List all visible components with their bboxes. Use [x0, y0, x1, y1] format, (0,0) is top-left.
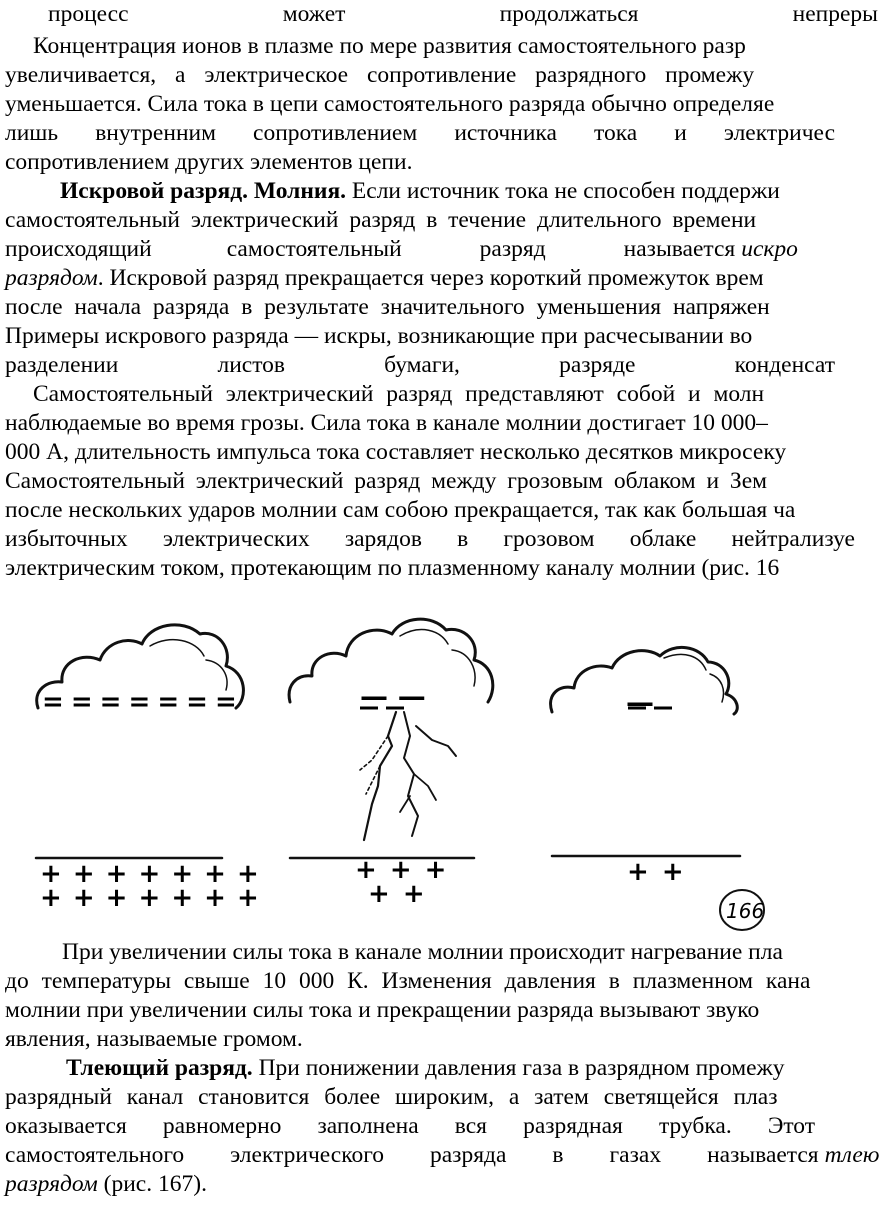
- word: равномерно: [162, 1113, 282, 1139]
- word: листов: [217, 352, 286, 378]
- lightning-bolt-main: [364, 712, 396, 840]
- term-glow-discharge: тлею: [824, 1142, 879, 1168]
- p4-line4: Самостоятельный электрический разряд между грозовым облаком и Зем: [5, 468, 768, 494]
- p5-line2: до температуры свыше 10 000 К. Изменения давления в плазменном кана: [5, 968, 811, 994]
- term-spark-discharge-cont: разрядом: [5, 265, 98, 291]
- word: разрядная: [523, 1113, 623, 1139]
- p4-line5: после нескольких ударов молнии сам собою прекращается, так как большая ча: [5, 497, 796, 523]
- cloud-2-inner-shade: [400, 630, 475, 686]
- p2-line2: увеличивается, а электрическое сопротивление разрядного промежу: [5, 62, 755, 88]
- ground-2-positive-row-2: + +: [368, 879, 427, 909]
- p2-line3: уменьшается. Сила тока в цепи самостоятельного разряда обычно определяе: [5, 91, 775, 117]
- word: зарядов: [344, 526, 422, 552]
- word: сопротивлением: [253, 120, 418, 146]
- word: газах: [609, 1142, 662, 1168]
- p6-line3: [5, 1112, 815, 1141]
- word: конденсат: [734, 352, 835, 378]
- p4-line6: [5, 525, 855, 554]
- word: тока: [593, 120, 638, 146]
- p3-line5: после начала разряда в результате значительного уменьшения напряжен: [5, 294, 770, 320]
- ground-2-positive-row-1: + + +: [355, 855, 449, 885]
- lightning-figure-svg: [0, 590, 816, 940]
- p3-line2: самостоятельный электрический разряд в течение длительного времени: [5, 207, 757, 233]
- lightning-bolt-branch-2: [416, 726, 456, 756]
- p3-line6: Примеры искрового разряда — искры, возникающие при расчесывании во: [5, 323, 753, 349]
- word: разряде: [559, 352, 636, 378]
- p2-line1: Концентрация ионов в плазме по мере развития самостоятельного разр: [33, 33, 746, 59]
- word: разделении: [5, 352, 119, 378]
- p5-line4: явления, называемые громом.: [5, 1026, 303, 1052]
- term-glow-discharge-cont: разрядом: [5, 1171, 98, 1197]
- p2-line5: сопротивлением других элементов цепи.: [5, 149, 413, 175]
- word: грозовом: [503, 526, 595, 552]
- word: самостоятельный: [226, 236, 402, 262]
- word: в: [552, 1142, 564, 1168]
- lightning-bolt-branch-1: [404, 712, 418, 836]
- p3-line3: [5, 235, 835, 264]
- p3-line1: [60, 177, 780, 206]
- term-spark-discharge: искро: [741, 236, 798, 262]
- section-heading-glow: Тлеющий разряд.: [66, 1055, 253, 1081]
- p3-line4: [5, 264, 764, 293]
- word: продолжаться: [499, 1, 639, 27]
- p6-line5-text: (рис. 167).: [97, 1171, 207, 1197]
- word: трубка.: [658, 1113, 732, 1139]
- p4-line3: 000 А, длительность импульса тока составляет несколько десятков микросеку: [5, 439, 787, 465]
- ground-1-positive-row-2: + + + + + + +: [40, 883, 260, 913]
- p2-line4: [5, 119, 835, 148]
- word: может: [282, 1, 346, 27]
- ground-1-positive-row-1: + + + + + + +: [40, 859, 260, 889]
- word: называется: [707, 1142, 819, 1168]
- p6-line1: [66, 1054, 785, 1083]
- cloud-2-negative-charges: — —: [360, 680, 426, 713]
- word: избыточных: [5, 526, 128, 552]
- word: электрических: [162, 526, 310, 552]
- cloud-3-negative-charges: —: [626, 686, 654, 719]
- p4-line7: электрическим током, протекающим по плазменному каналу молнии (рис. 16: [5, 555, 780, 581]
- word: процесс: [48, 1, 129, 27]
- p6-line1-text: При понижении давления газа в разрядном промежу: [252, 1055, 785, 1081]
- word: непреры: [792, 1, 878, 27]
- word: внутренним: [95, 120, 216, 146]
- word: электрического: [230, 1142, 384, 1168]
- figure-166-lightning-diagram: [0, 590, 816, 940]
- p3-line1-text: Если источник тока не способен поддержи: [346, 178, 780, 204]
- lightning-bolt-branch-3: [400, 774, 436, 812]
- p3-line7: [5, 351, 835, 380]
- cloud-1-inner-shade: [150, 640, 227, 690]
- p6-line4: [5, 1141, 879, 1170]
- cloud-1-negative-charges: = = = = = = =: [42, 687, 236, 717]
- word: Этот: [767, 1113, 815, 1139]
- p3-line4-text: . Искровой разряд прекращается через короткий промежуток врем: [97, 265, 764, 291]
- word: вся: [454, 1113, 487, 1139]
- word: разряд: [479, 236, 546, 262]
- word: лишь: [5, 120, 59, 146]
- word: самостоятельного: [5, 1142, 185, 1168]
- p5-line3: молнии при увеличении силы тока и прекращении разряда вызывают звуко: [5, 997, 760, 1023]
- word: нейтрализуе: [731, 526, 855, 552]
- p5-line1: При увеличении силы тока в канале молнии происходит нагревание пла: [62, 939, 783, 965]
- word: бумаги,: [384, 352, 460, 378]
- p6-line5: [5, 1170, 207, 1199]
- word: и: [674, 120, 687, 146]
- p4-line2: наблюдаемые во время грозы. Сила тока в канале молнии достигает 10 000–: [5, 410, 768, 436]
- p1-line1: [48, 0, 878, 29]
- word: происходящий: [5, 236, 152, 262]
- word: электричес: [723, 120, 835, 146]
- word: заполнена: [317, 1113, 419, 1139]
- lightning-bolt-branch-4: [360, 736, 388, 794]
- word: оказывается: [5, 1113, 127, 1139]
- p6-line2: разрядный канал становится более широким, а затем светящейся плаз: [5, 1084, 778, 1110]
- word: облаке: [629, 526, 697, 552]
- word: называется: [623, 236, 736, 262]
- word: разряда: [430, 1142, 507, 1168]
- section-heading-spark: Искровой разряд. Молния.: [60, 178, 347, 204]
- figure-number-label: 166: [726, 899, 765, 923]
- p4-line1: Самостоятельный электрический разряд представляют собой и молн: [33, 381, 765, 407]
- word: источника: [454, 120, 557, 146]
- word: в: [457, 526, 469, 552]
- ground-3-positive-row-1: + +: [627, 857, 686, 887]
